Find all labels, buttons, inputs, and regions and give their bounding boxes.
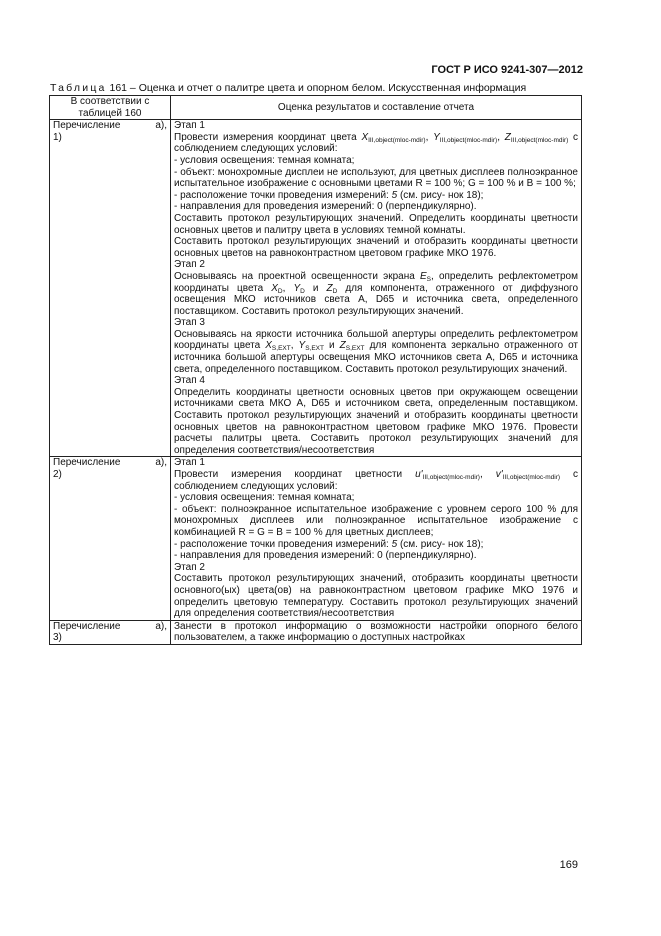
list-item: - расположение точки проведения измерений: 5 (см. рису- нок 18); [174,189,484,201]
table-header-row [50,96,582,120]
list-item: - расположение точки проведения измерений: 5 (см. рису- нок 18); [174,538,484,550]
list-item: - условия освещения: темная комната; [174,154,355,166]
paragraph: Основываясь на яркости источника большой апертуры определить рефлектометром координаты цвета $X_{S,EXT}$, $Y_{S,EXT}$ и $Z_{S,EXT}$ для компонента зеркально отраженного от источника большой апертуры освещения МКО источников света А, D65 и источника света, определенного поставщиком. Составить протокол результирующих значений. [174,328,578,375]
paragraph: Определить координаты цветности основных цветов при окружающем освещении источниками света МКО А, D65 и источником света, определенным поставщиком. Составить протокол результирующих значений и отобразить координаты цветности основных цветов на равноконтрастном цветовом графике МКО 1976. Провести расчеты палитры цвета. Составить протокол результирующих значений для определения соответствия/несоответствия [174,386,578,456]
stage-title: Этап 2 [174,561,205,573]
paragraph: Занести в протокол информацию о возможности настройки опорного белого пользователем, а также информацию о доступных настройках [174,620,578,644]
reference-number: 3) [53,632,62,644]
paragraph: Составить протокол результирующих значений. Определить координаты цветности основных цветов и палитру цвета в условиях темной комнаты. [174,212,578,236]
paragraph: Провести измерения координат цветности $u'_{III,object(mloc-mdir)}$, $v'_{III,object(mloc-mdir)}$ с соблюдением следующих условий: [174,469,579,492]
paragraph: Составить протокол результирующих значений и отобразить координаты цветности основных цветов на равноконтрастном цветовом графике МКО 1976. [174,236,578,259]
list-item: - объект: монохромные дисплеи не используют, для цветных дисплеев полноэкранное испытательное изображение с основными цветами R = 100 %; G = 100 % и B = 100 %; [174,166,578,190]
table-row [50,120,582,457]
reference-number: 2) [53,469,62,480]
reference-line: Перечисление а), [53,620,167,632]
results-table [49,95,582,645]
paragraph: Составить протокол результирующих значений, отобразить координаты цветности основного(ых) цвета(ов) на равноконтрастном цветовом графике МКО 1976 и определить цветовую температуру. Составить протокол результирующих значений для определения соответствия/несоответствия [174,573,578,620]
stage-title: Этап 1 [174,120,205,132]
list-item: - объект: полноэкранное испытательное изображение с уровнем серого 100 % для монохромных дисплеев или полноэкранное испытательное изображение с комбинацией R = G = B = 100 % для цветных дисплеев; [174,503,578,538]
caption-prefix: Таблица [50,82,107,94]
stage-title: Этап 1 [174,457,205,469]
col-header-reference: В соответствии с таблицей 160 [50,96,171,120]
row-reference [50,120,171,457]
page-number: 169 [559,859,578,871]
list-item: - направления для проведения измерений: 0 (перпендикулярно). [174,201,477,213]
reference-number: 1) [53,131,62,143]
row-reference [50,620,171,644]
row-evaluation [171,620,582,644]
table-row [50,620,582,644]
stage-title: Этап 3 [174,317,205,329]
list-item: - условия освещения: темная комната; [174,492,355,504]
stage-title: Этап 2 [174,259,205,271]
row-evaluation [171,120,582,457]
row-reference [50,457,171,620]
paragraph: Основываясь на проектной освещенности экрана $E_S$, определить рефлектометром координаты цвета $X_D$, $Y_D$ и $Z_D$ для компонента, отраженного от диффузного освещения МКО источников света А, D65 и источника света, определенного поставщиком. Составить протокол результирующих значений. [174,270,579,317]
col-header-evaluation: Оценка результатов и составление отчета [171,96,582,120]
table-row [50,457,582,620]
paragraph: Провести измерения координат цвета $X_{III,object(mloc-mdir)}$, $Y_{III,object(mloc-mdir)}$, $Z_{III,object(mloc-mdir)}$ с соблюдением следующих условий: [174,131,579,155]
list-item: - направления для проведения измерений: 0 (перпендикулярно). [174,550,477,562]
table-caption [50,82,590,94]
stage-title: Этап 4 [174,375,205,387]
standard-header: ГОСТ Р ИСО 9241-307—2012 [431,64,583,76]
row-evaluation [171,457,582,620]
reference-line: Перечисление а), [53,120,167,132]
reference-line: Перечисление а), [53,457,167,469]
caption-text: 161 – Оценка и отчет о палитре цвета и опорном белом. Искусственная информация [109,82,527,94]
